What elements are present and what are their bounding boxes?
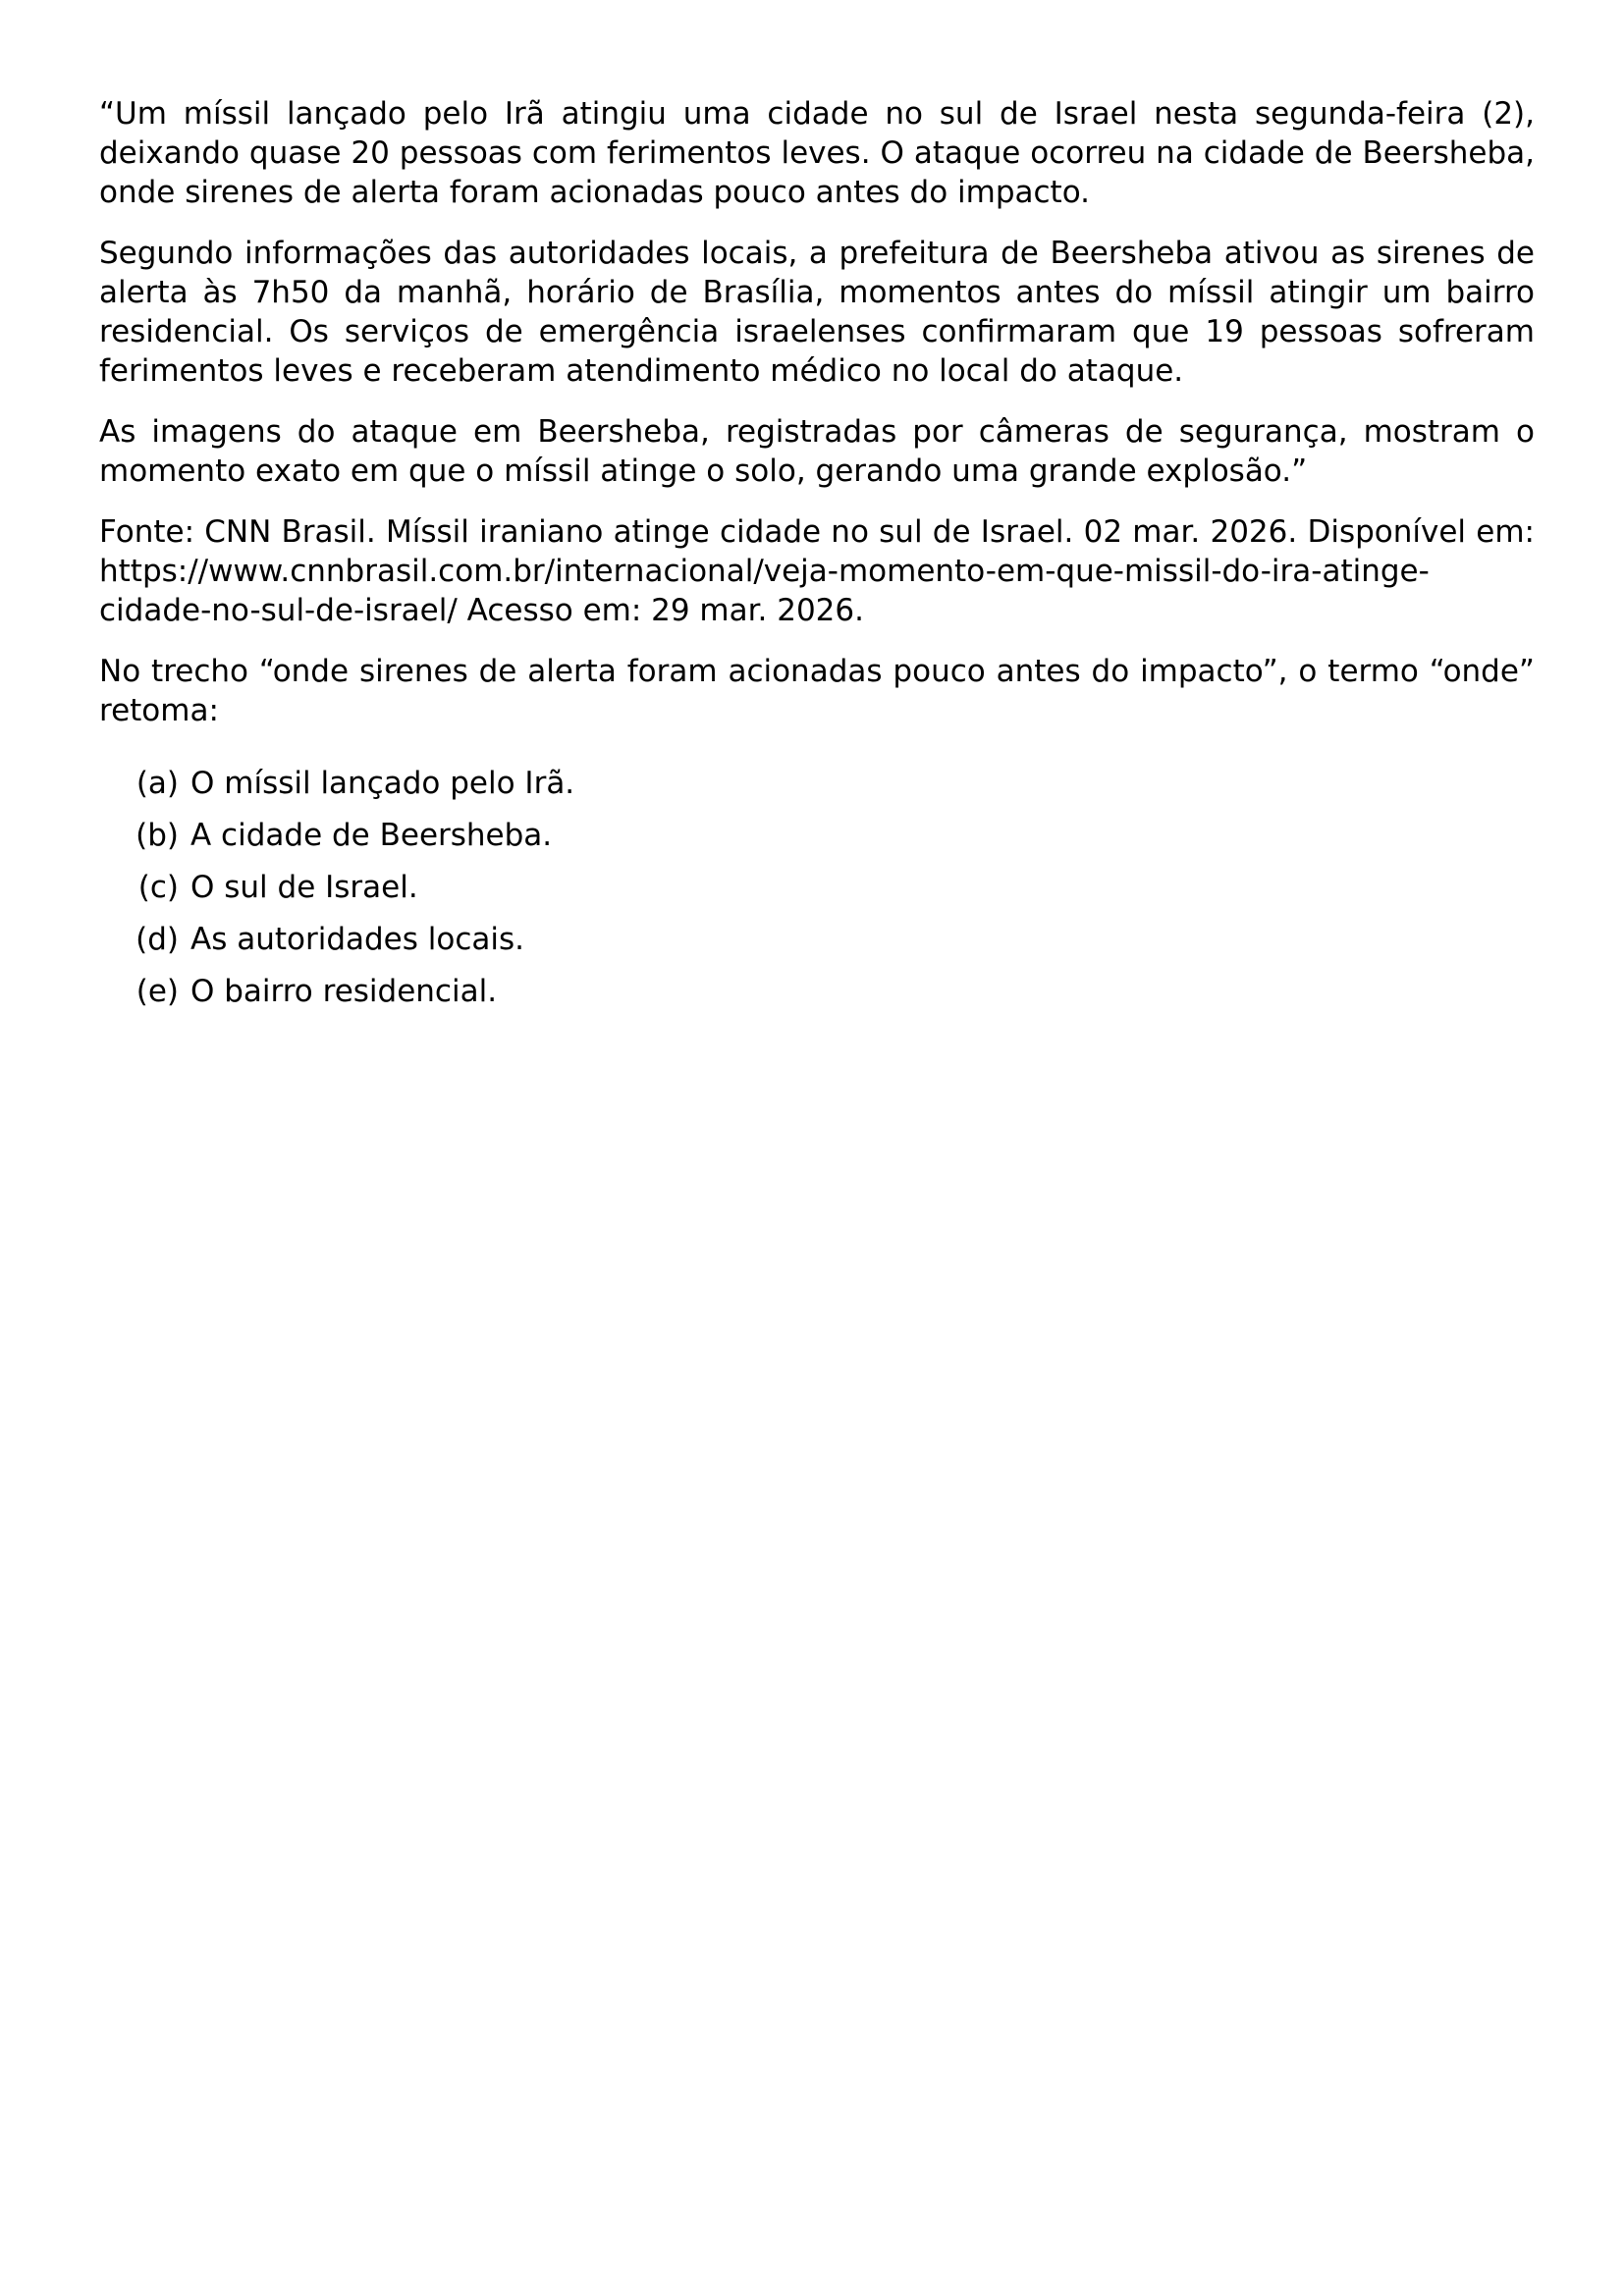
passage-paragraph-1: “Um míssil lançado pelo Irã atingiu uma cidade no sul de Israel nesta segunda-feira (2), deixando quase 20 pessoas com ferimentos leves. O ataque ocorreu na cidade de Beersheba, onde sirenes de alerta foram acionadas pouco antes do impacto. xyxy=(99,96,1535,210)
option-text: O míssil lançado pelo Irã. xyxy=(190,766,575,801)
option-text: A cidade de Beersheba. xyxy=(190,818,553,853)
option-text: O sul de Israel. xyxy=(190,870,418,905)
option-letter: (d) xyxy=(135,922,179,957)
option-a xyxy=(99,764,1535,803)
passage-paragraph-2: Segundo informações das autoridades locais, a prefeitura de Beersheba ativou as sirenes de alerta às 7h50 da manhã, horário de Brasília, momentos antes do míssil atingir um bairro residencial. Os serviços de emergência israelenses confirmaram que 19 pessoas sofreram ferimentos leves e receberam atendimento médico no local do ataque. xyxy=(99,236,1535,389)
option-text: O bairro residencial. xyxy=(190,974,498,1009)
option-text: As autoridades locais. xyxy=(190,922,525,957)
document-page xyxy=(99,94,1535,1024)
option-letter: (e) xyxy=(135,974,179,1009)
option-letter: (a) xyxy=(135,766,179,801)
question-stem: No trecho “onde sirenes de alerta foram acionadas pouco antes do impacto”, o termo “onde” retoma: xyxy=(99,654,1535,728)
option-c xyxy=(99,868,1535,907)
passage-paragraph-3: As imagens do ataque em Beersheba, registradas por câmeras de segurança, mostram o momento exato em que o míssil atinge o solo, gerando uma grande explosão.” xyxy=(99,414,1535,489)
option-letter: (c) xyxy=(137,870,179,905)
option-letter: (b) xyxy=(135,818,179,853)
option-b xyxy=(99,816,1535,855)
option-d xyxy=(99,920,1535,959)
option-e xyxy=(99,972,1535,1011)
answer-options xyxy=(99,764,1535,1011)
source-citation: Fonte: CNN Brasil. Míssil iraniano atinge cidade no sul de Israel. 02 mar. 2026. Disponível em: https://www.cnnbrasil.com.br/internacional/veja-momento-em-que-missil-do-i​ra-atinge-cidade-no-sul-de-israel/ Acesso em: 29 mar. 2026. xyxy=(99,514,1535,628)
